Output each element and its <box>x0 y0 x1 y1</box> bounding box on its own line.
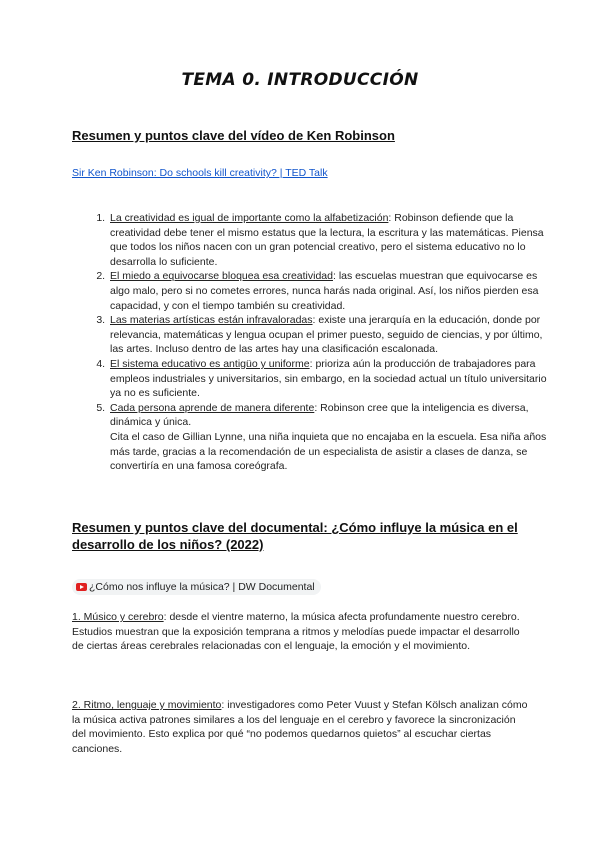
list-item <box>108 313 548 357</box>
point-lead: Las materias artísticas están infravaloradas <box>110 314 313 327</box>
point-lead: El miedo a equivocarse bloquea esa creatividad <box>110 270 333 283</box>
section-heading-documentary <box>72 519 518 553</box>
youtube-icon <box>76 583 87 591</box>
video-chip[interactable] <box>72 579 321 595</box>
point-text: : Robinson defiende que la creatividad debe tener el mismo estatus que la lectura, la escritura y las matemáticas. Piensa que todos los niños nacen con un gran potencial creativo, pero el sistema educativo no lo desarrolla lo suficiente. <box>110 212 544 268</box>
heading-line-2: desarrollo de los niños? (2022) <box>72 537 264 552</box>
point-lead: La creatividad es igual de importante como la alfabetización <box>110 212 389 224</box>
item-extra: Estudios muestran que la exposición temprana a ritmos y melodías puede impactar el desarrollo de ciertas áreas cerebrales relacionadas con el lenguaje, la emoción y el movimiento. <box>72 625 520 653</box>
key-points-list <box>90 211 548 474</box>
list-item <box>108 401 548 474</box>
ted-talk-link[interactable]: Sir Ken Robinson: Do schools kill creativity? | TED Talk <box>72 167 328 179</box>
point-text: : Robinson cree que la inteligencia es diversa, dinámica y única. <box>110 401 529 429</box>
point-lead: Cada persona aprende de manera diferente <box>110 401 315 414</box>
list-item <box>108 269 548 313</box>
list-item <box>108 357 548 401</box>
item-lead: 1. Músico y cerebro <box>72 611 164 623</box>
point-text: : existe una jerarquía en la educación, donde por relevancia, matemáticas y lengua ocupan el primer puesto, seguido de ciencias, y por último, las artes. Incluso dentro de las artes hay una clasificación escalonada. <box>110 314 543 356</box>
page-title: TEMA 0. INTRODUCCIÓN <box>181 70 419 90</box>
item-lead: 2. Ritmo, lenguaje y movimiento <box>72 699 222 711</box>
doc-item-2 <box>72 698 530 756</box>
doc-item-1 <box>72 610 530 654</box>
heading-line-1: Resumen y puntos clave del documental: ¿Cómo influye la música en el <box>72 520 518 535</box>
item-text: : desde el vientre materno, la música afecta profundamente nuestro cerebro. <box>163 611 520 623</box>
point-lead: El sistema educativo es antigüo y uniforme <box>110 357 310 370</box>
chip-label: ¿Cómo nos influye la música? | DW Documental <box>89 581 315 593</box>
list-item <box>108 211 548 269</box>
item-text: : investigadores como Peter Vuust y Stefan Kölsch analizan cómo la música activa patrones similares a los del lenguaje en el cerebro y favorece la sincronización del movimiento. Esto explica por qué “no podemos quedarnos quietos” al escuchar ciertas canciones. <box>72 699 528 755</box>
point-text: : las escuelas muestran que equivocarse es algo malo, pero si no cometes errores, nunca harás nada original. Así, los niños pierden esa capacidad, y con el tiempo también su creatividad. <box>110 270 539 312</box>
section-heading-ken-robinson: Resumen y puntos clave del vídeo de Ken Robinson <box>72 128 395 143</box>
point-extra: Cita el caso de Gillian Lynne, una niña inquieta que no encajaba en la escuela. Esa niña años más tarde, gracias a la recomendación de un especialista de asistir a clases de danza, se convertiría en una famosa coreógrafa. <box>110 430 547 473</box>
point-text: : prioriza aún la producción de trabajadores para empleos industriales y universitarios, sin embargo, en la sociedad actual un título universitario ya no es suficiente. <box>110 357 547 400</box>
